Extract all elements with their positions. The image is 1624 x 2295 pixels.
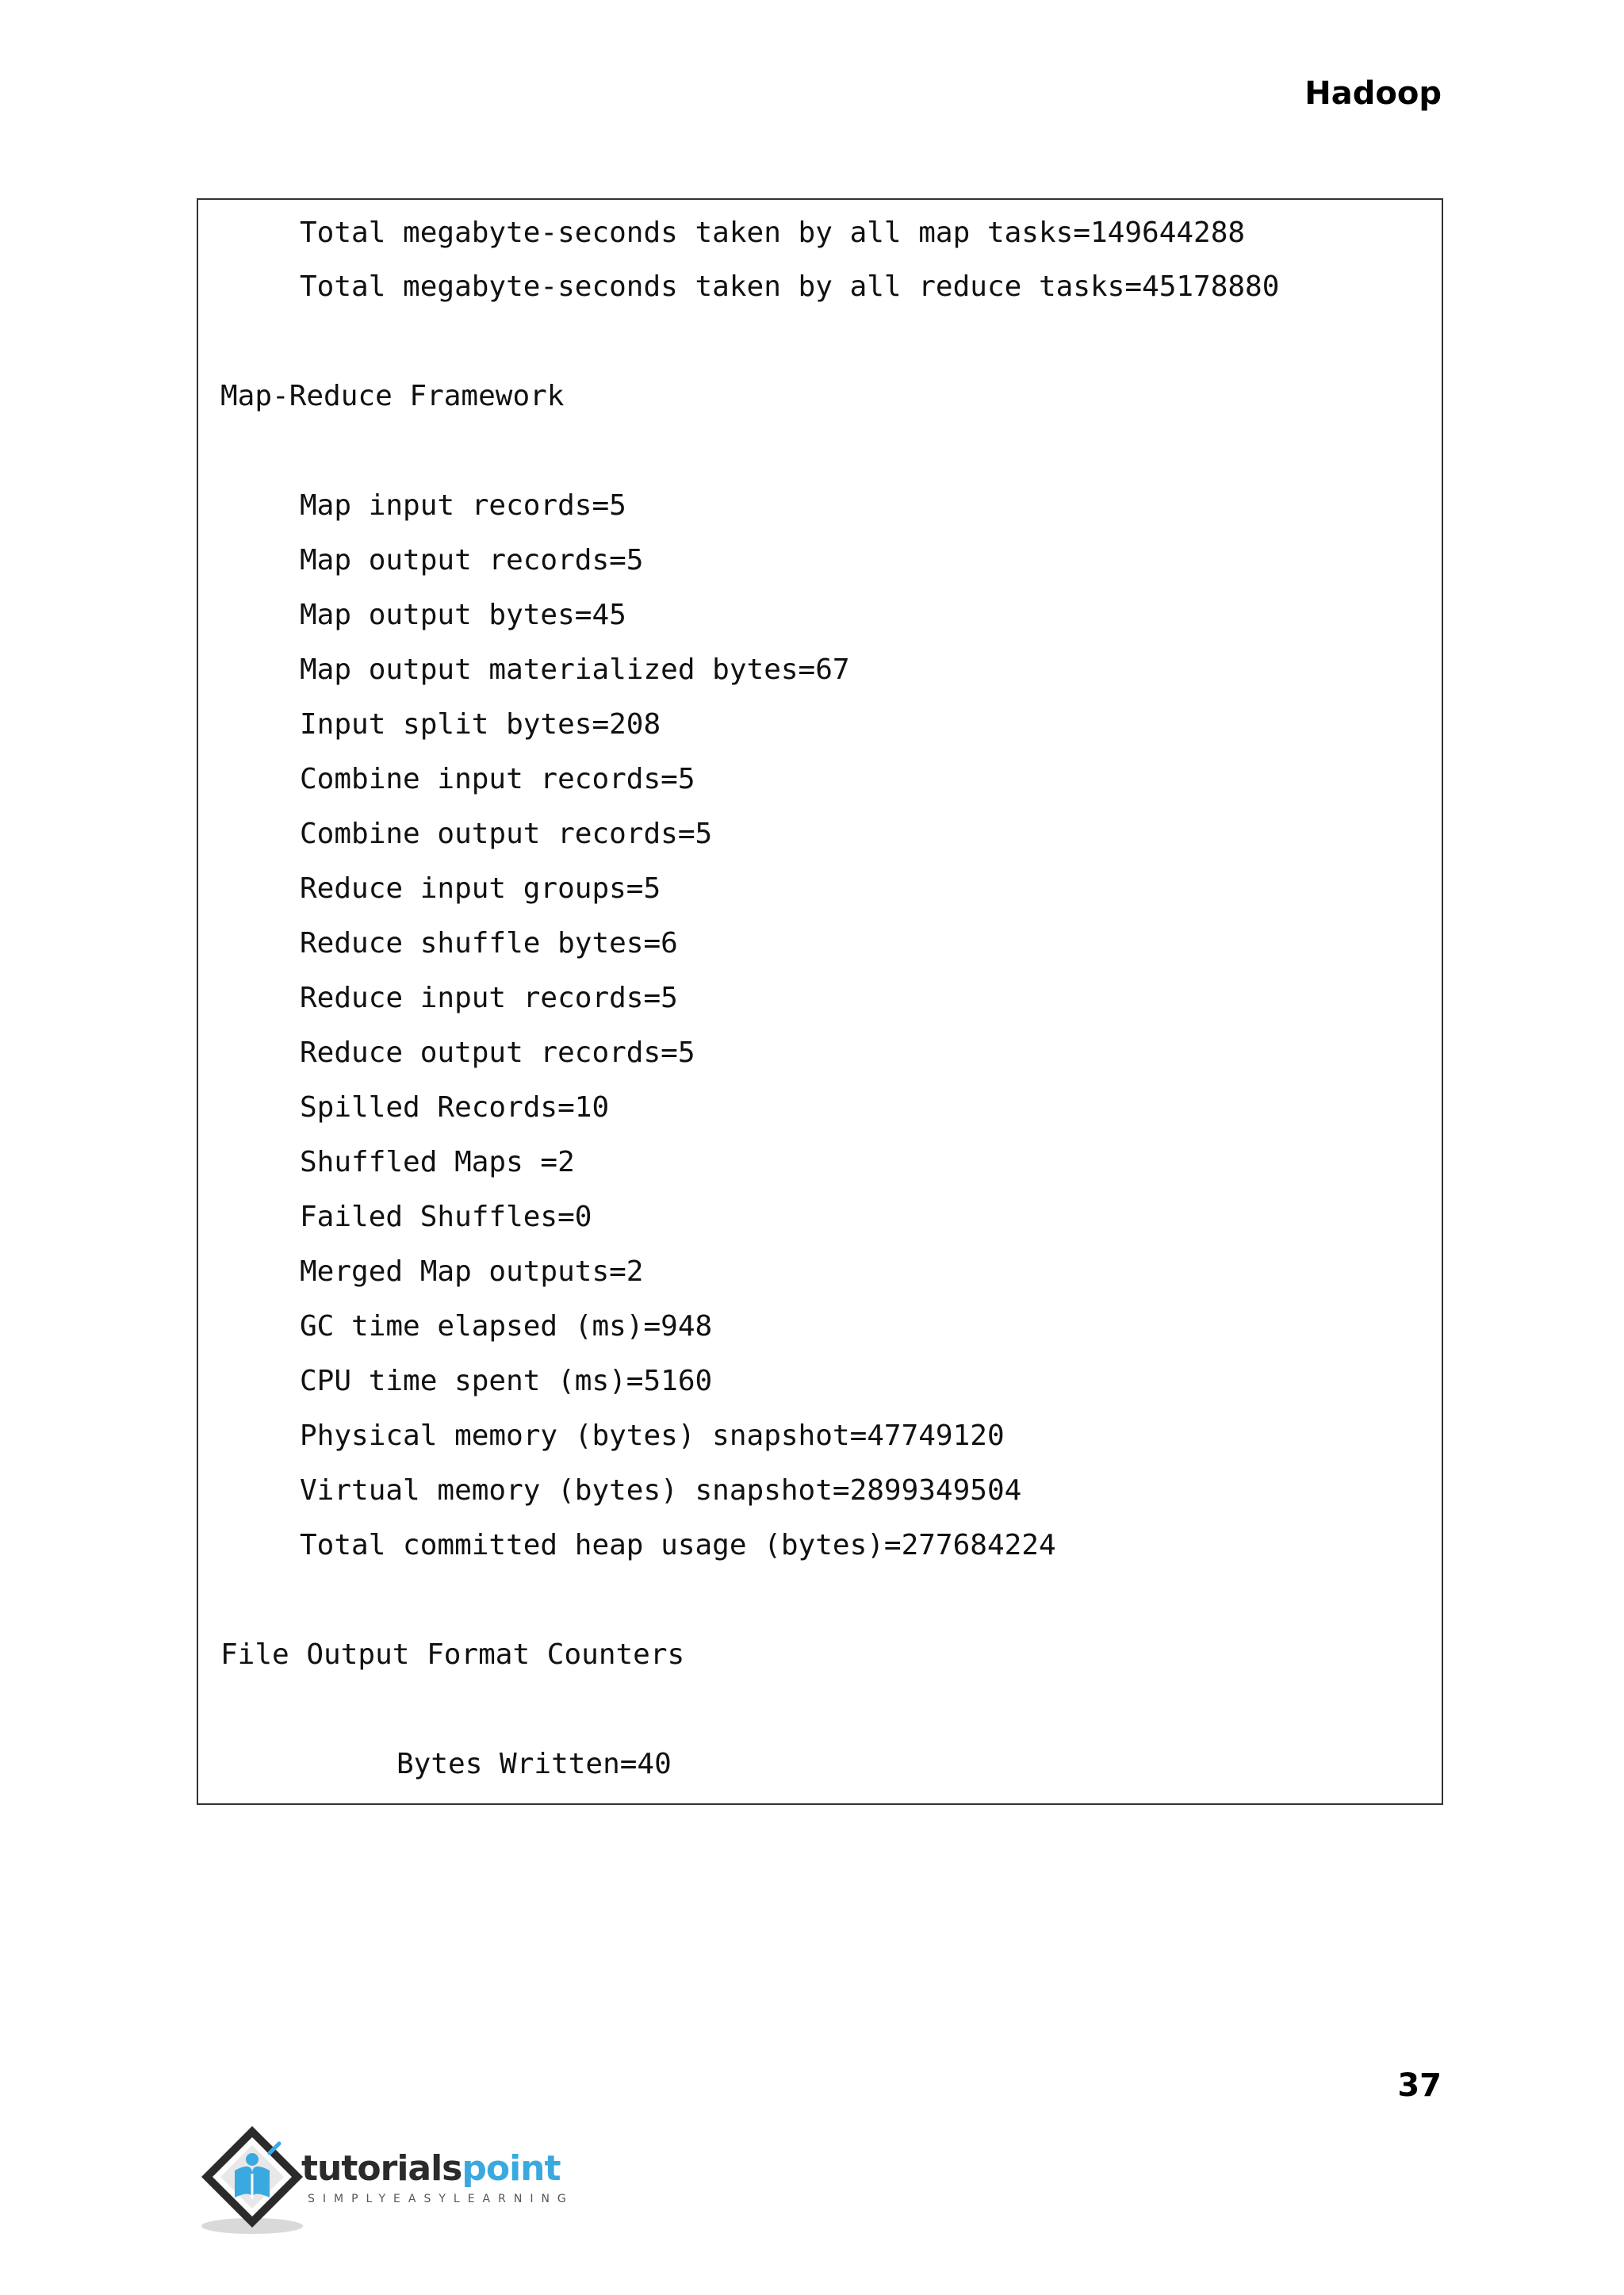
code-line: Failed Shuffles=0 <box>300 1201 592 1233</box>
code-line: Total megabyte-seconds taken by all map tasks=149644288 <box>300 216 1246 249</box>
tutorialspoint-logo-icon <box>197 2121 316 2240</box>
code-line: Merged Map outputs=2 <box>300 1255 644 1288</box>
logo-tagline: SIMPLYEASYLEARNING <box>308 2193 574 2205</box>
code-block <box>197 198 1443 1805</box>
code-line: Total committed heap usage (bytes)=277684224 <box>300 1529 1056 1561</box>
code-line: Reduce shuffle bytes=6 <box>300 927 678 960</box>
code-section-heading: File Output Format Counters <box>220 1638 685 1671</box>
page-header-title: Hadoop <box>1304 75 1442 112</box>
code-line: Map input records=5 <box>300 489 626 522</box>
code-line: Map output bytes=45 <box>300 599 626 631</box>
logo-wordmark: tutorialspoint <box>301 2148 561 2189</box>
code-line: Combine input records=5 <box>300 763 695 795</box>
code-line: Virtual memory (bytes) snapshot=2899349504 <box>300 1474 1022 1507</box>
tutorialspoint-logo <box>197 2121 577 2240</box>
code-line: Map output materialized bytes=67 <box>300 653 850 686</box>
code-section-heading: Map-Reduce Framework <box>220 380 565 412</box>
code-line: Reduce input groups=5 <box>300 872 661 905</box>
code-line: Combine output records=5 <box>300 818 713 850</box>
code-line: Reduce output records=5 <box>300 1036 695 1069</box>
code-line: Map output records=5 <box>300 544 644 577</box>
code-line: Input split bytes=208 <box>300 708 661 741</box>
code-line: GC time elapsed (ms)=948 <box>300 1310 713 1343</box>
code-line: Reduce input records=5 <box>300 982 678 1014</box>
code-line: Total megabyte-seconds taken by all reduce tasks=45178880 <box>300 270 1280 303</box>
code-line: Spilled Records=10 <box>300 1091 610 1124</box>
code-line: CPU time spent (ms)=5160 <box>300 1365 713 1397</box>
code-line: Shuffled Maps =2 <box>300 1146 575 1178</box>
code-line: Physical memory (bytes) snapshot=47749120 <box>300 1420 1005 1452</box>
code-line: Bytes Written=40 <box>396 1748 672 1780</box>
page-number: 37 <box>1397 2067 1442 2104</box>
